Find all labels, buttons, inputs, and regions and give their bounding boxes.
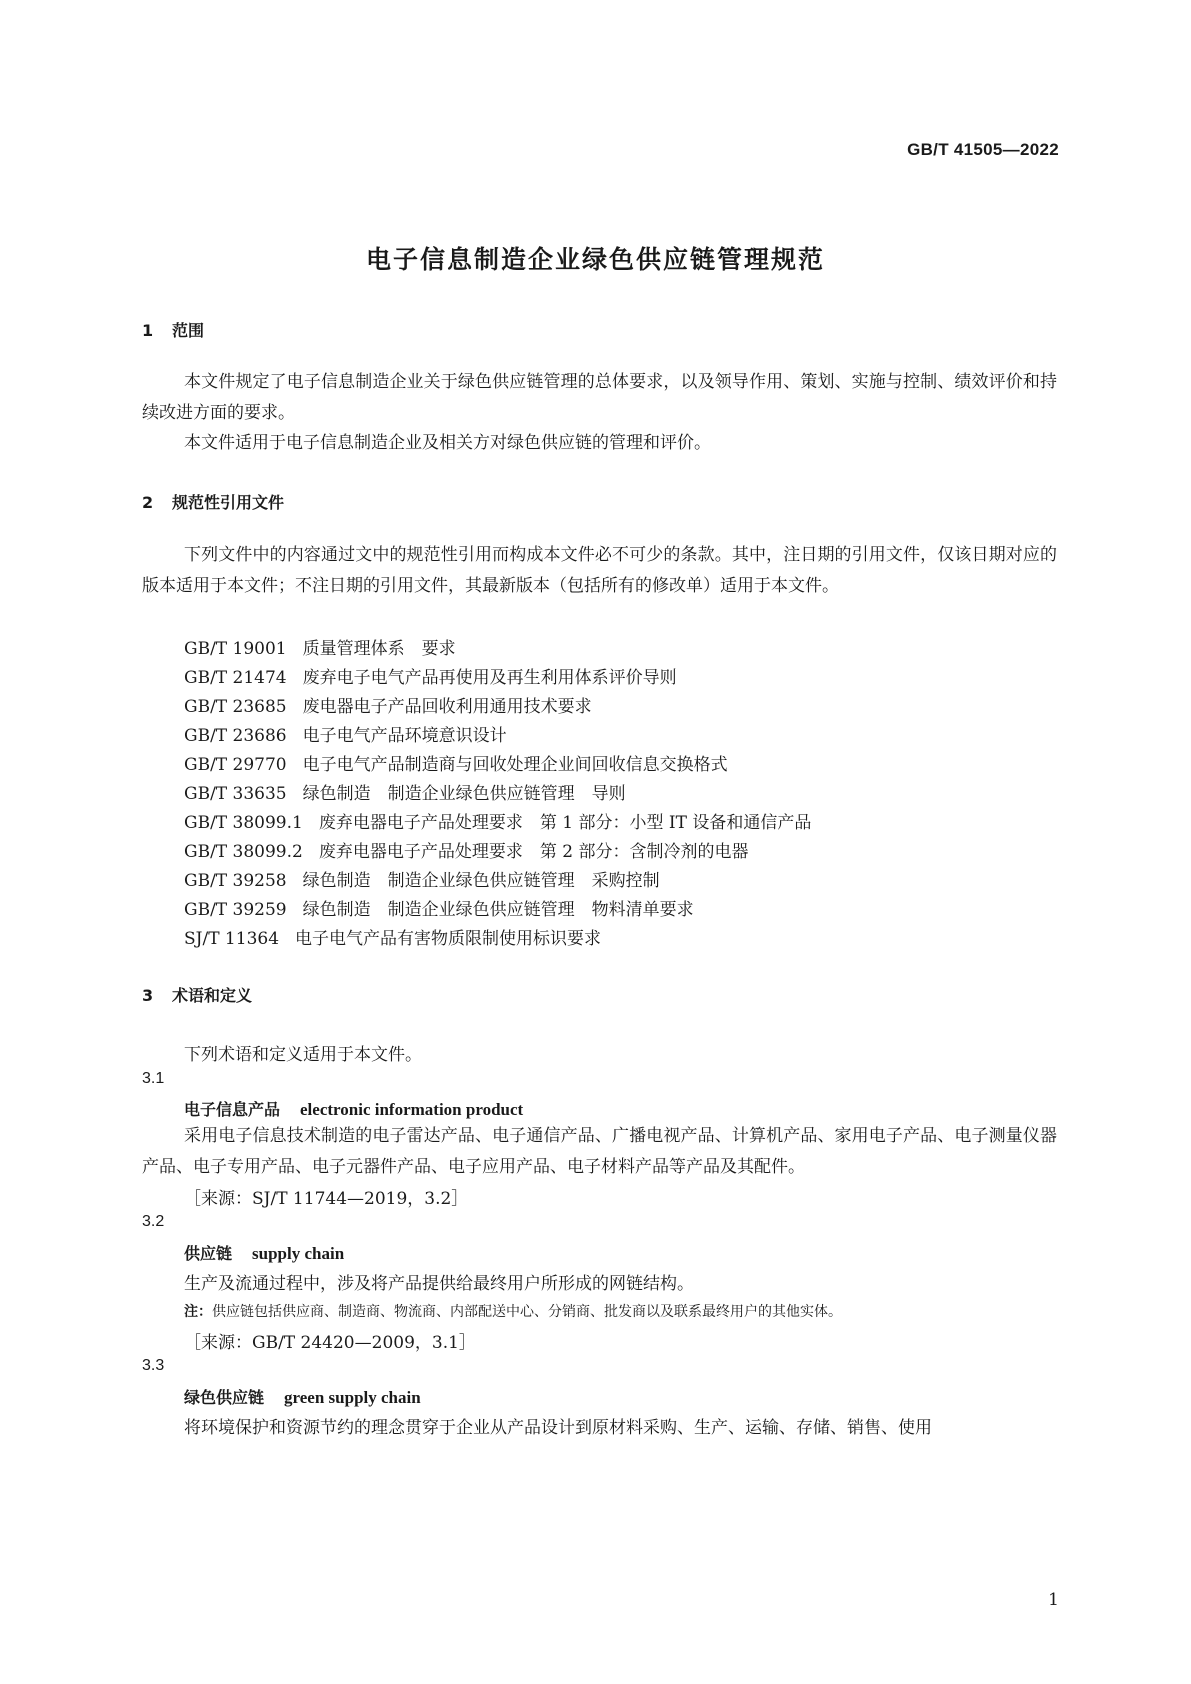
- terms-intro: 下列术语和定义适用于本文件。: [184, 1045, 422, 1065]
- term-en: electronic information product: [300, 1100, 524, 1119]
- section-number: 2: [142, 493, 154, 512]
- term-definition: 采用电子信息技术制造的电子雷达产品、电子通信产品、广播电视产品、计算机产品、家用电子产品、电子测量仪器产品、电子专用产品、电子元器件产品、电子应用产品、电子材料产品等产品及其配件。: [142, 1126, 1057, 1177]
- scope-paragraph-1: 本文件规定了电子信息制造企业关于绿色供应链管理的总体要求，以及领导作用、策划、实施与控制、绩效评价和持续改进方面的要求。: [142, 372, 1057, 423]
- term-zh: 供应链: [184, 1244, 233, 1263]
- term-number: 3.2: [142, 1213, 165, 1230]
- note-text: 供应链包括供应商、制造商、物流商、内部配送中心、分销商、批发商以及联系最终用户的其他实体。: [212, 1304, 842, 1320]
- section-number: 3: [142, 986, 154, 1005]
- term-zh: 电子信息产品: [184, 1100, 281, 1119]
- reference-item: GB/T 21474 废弃电子电气产品再使用及再生利用体系评价导则: [184, 668, 677, 688]
- normative-references-intro: 下列文件中的内容通过文中的规范性引用而构成本文件必不可少的条款。其中，注日期的引用文件，仅该日期对应的版本适用于本文件；不注日期的引用文件，其最新版本（包括所有的修改单）适用于本文件。: [142, 545, 1057, 596]
- section-title: 规范性引用文件: [172, 493, 285, 512]
- section-1-heading: [142, 318, 204, 341]
- reference-item: SJ/T 11364 电子电气产品有害物质限制使用标识要求: [184, 929, 602, 949]
- section-title: 范围: [172, 321, 205, 340]
- section-title: 术语和定义: [172, 986, 253, 1005]
- page-number: 1: [1048, 1590, 1059, 1610]
- term-heading: [184, 1385, 421, 1408]
- reference-item: GB/T 23686 电子电气产品环境意识设计: [184, 726, 507, 746]
- reference-item: GB/T 39258 绿色制造 制造企业绿色供应链管理 采购控制: [184, 871, 660, 891]
- note-label: 注：: [184, 1304, 212, 1320]
- term-source: ［来源：SJ/T 11744—2019，3.2］: [184, 1189, 469, 1209]
- term-definition: 生产及流通过程中，涉及将产品提供给最终用户所形成的网链结构。: [184, 1274, 694, 1294]
- term-number: 3.3: [142, 1357, 165, 1374]
- reference-item: GB/T 38099.1 废弃电器电子产品处理要求 第 1 部分：小型 IT 设备和通信产品: [184, 813, 812, 833]
- section-3-heading: [142, 983, 252, 1006]
- document-title: 电子信息制造企业绿色供应链管理规范: [365, 245, 825, 274]
- section-2-heading: [142, 490, 284, 513]
- term-heading: [184, 1097, 523, 1120]
- term-definition: 将环境保护和资源节约的理念贯穿于企业从产品设计到原材料采购、生产、运输、存储、销售、使用: [184, 1418, 932, 1438]
- term-note: [184, 1301, 842, 1321]
- reference-item: GB/T 38099.2 废弃电器电子产品处理要求 第 2 部分：含制冷剂的电器: [184, 842, 749, 862]
- term-en: supply chain: [252, 1244, 345, 1263]
- reference-item: GB/T 39259 绿色制造 制造企业绿色供应链管理 物料清单要求: [184, 900, 694, 920]
- term-source: ［来源：GB/T 24420—2009，3.1］: [184, 1333, 476, 1353]
- reference-item: GB/T 33635 绿色制造 制造企业绿色供应链管理 导则: [184, 784, 626, 804]
- reference-item: GB/T 19001 质量管理体系 要求: [184, 639, 456, 659]
- term-heading: [184, 1241, 344, 1264]
- standard-code: GB/T 41505—2022: [907, 140, 1059, 159]
- section-number: 1: [142, 321, 154, 340]
- term-zh: 绿色供应链: [184, 1388, 265, 1407]
- reference-item: GB/T 29770 电子电气产品制造商与回收处理企业间回收信息交换格式: [184, 755, 728, 775]
- scope-paragraph-2: 本文件适用于电子信息制造企业及相关方对绿色供应链的管理和评价。: [184, 433, 711, 453]
- reference-item: GB/T 23685 废电器电子产品回收利用通用技术要求: [184, 697, 592, 717]
- term-en: green supply chain: [284, 1388, 421, 1407]
- term-number: 3.1: [142, 1070, 165, 1087]
